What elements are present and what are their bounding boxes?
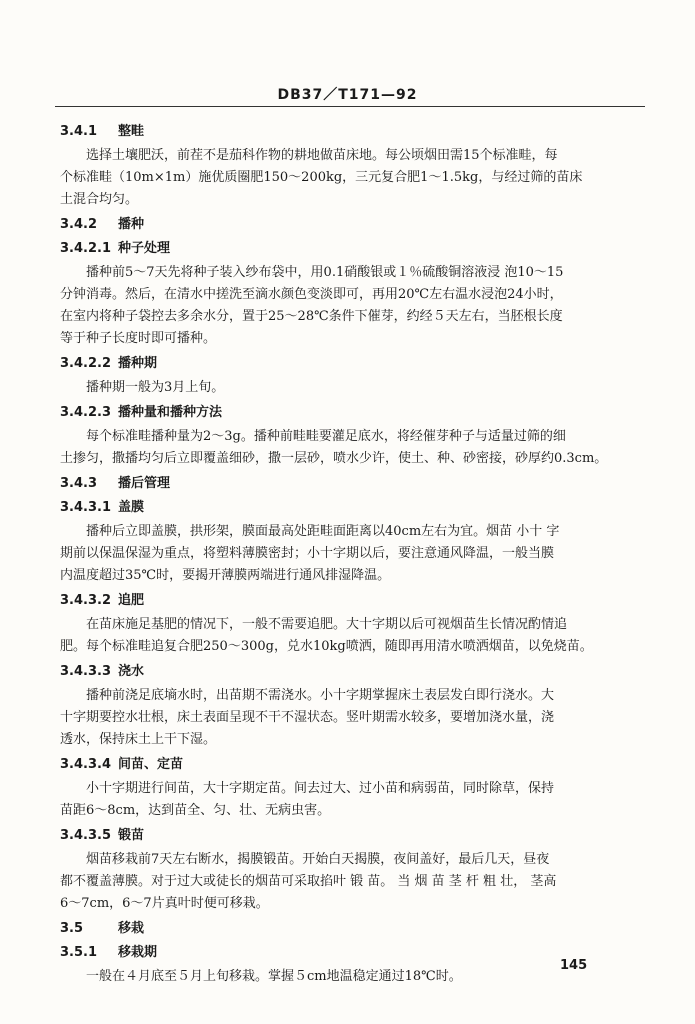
paragraph-line: 6～7cm，6～7片真叶时便可移栽。 [60, 896, 269, 911]
section-heading [60, 354, 620, 374]
paragraph-line: 透水，保持床土上干下湿。 [60, 732, 217, 747]
paragraph-line: 每个标准畦播种量为2～3g。播种前畦畦要灌足底水，将经催芽种子与适量过筛的细 [86, 429, 566, 444]
paragraph-line: 土掺匀，撒播均匀后立即覆盖细砂，撒一层砂，喷水少许，使土、种、砂密接，砂厚约0.3cm。 [60, 451, 608, 466]
section-heading [60, 122, 620, 142]
paragraph [60, 377, 620, 399]
paragraph-line: 播种前5～7天先将种子装入纱布袋中，用0.1硝酸银或１％硫酸铜溶液浸 泡10～15 [86, 265, 564, 280]
section-heading [60, 755, 620, 775]
section-number: 3.4.3.4 [60, 757, 111, 772]
section-title: 追肥 [118, 593, 145, 608]
section-title: 播种 [118, 217, 145, 232]
paragraph-line: 播种后立即盖膜，拱形架，膜面最高处距畦面距离以40cm左右为宜。烟苗 小十 字 [86, 524, 560, 539]
paragraph-line: 土混合均匀。 [60, 192, 139, 207]
section-heading [60, 215, 620, 235]
section-title: 整畦 [118, 124, 145, 139]
section-heading [60, 943, 620, 963]
section-title: 播种期 [118, 356, 158, 371]
section-number: 3.4.2.1 [60, 241, 111, 256]
paragraph [60, 262, 620, 350]
paragraph-line: 小十字期进行间苗，大十字期定苗。间去过大、过小苗和病弱苗，同时除草，保持 [86, 781, 555, 796]
paragraph [60, 614, 620, 658]
section-heading [60, 591, 620, 611]
section-number: 3.4.2.2 [60, 356, 111, 371]
paragraph-line: 等于种子长度时即可播种。 [60, 331, 217, 346]
section-number: 3.4.3.2 [60, 593, 111, 608]
paragraph-line: 个标准畦（10m×1m）施优质圈肥150～200kg，三元复合肥1～1.5kg，与经过筛的苗床 [60, 170, 583, 185]
section-title: 间苗、定苗 [118, 757, 184, 772]
section-number: 3.4.3.1 [60, 500, 111, 515]
paragraph [60, 145, 620, 211]
paragraph [60, 426, 620, 470]
section-heading [60, 662, 620, 682]
header-rule [55, 106, 645, 107]
section-heading [60, 826, 620, 846]
paragraph-line: 烟苗移栽前7天左右断水，揭膜锻苗。开始白天揭膜，夜间盖好，最后几天，昼夜 [86, 852, 550, 867]
section-number: 3.4.1 [60, 124, 98, 139]
paragraph [60, 966, 620, 988]
section-heading [60, 474, 620, 494]
paragraph [60, 521, 620, 587]
section-number: 3.4.2.3 [60, 405, 111, 420]
section-title: 播种量和播种方法 [118, 405, 223, 420]
section-number: 3.4.2 [60, 217, 98, 232]
paragraph-line: 肥。每个标准畦追复合肥250～300g，兑水10kg喷洒，随即再用清水喷洒烟苗，以免烧苗。 [60, 639, 593, 654]
page-number: 145 [560, 958, 588, 973]
section-heading [60, 498, 620, 518]
section-number: 3.5.1 [60, 945, 98, 960]
paragraph [60, 778, 620, 822]
paragraph-line: 在室内将种子袋控去多余水分，置于25～28℃条件下催芽，约经５天左右，当胚根长度 [60, 309, 563, 324]
paragraph-line: 一般在４月底至５月上旬移栽。掌握５cm地温稳定通过18℃时。 [86, 969, 462, 984]
section-number: 3.4.3.5 [60, 828, 111, 843]
section-heading [60, 919, 620, 939]
section-heading [60, 239, 620, 259]
paragraph-line: 选择土壤肥沃，前茬不是茄科作物的耕地做苗床地。每公顷烟田需15个标准畦，每 [86, 148, 558, 163]
paragraph-line: 在苗床施足基肥的情况下，一般不需要追肥。大十字期以后可视烟苗生长情况酌情追 [86, 617, 568, 632]
section-heading [60, 403, 620, 423]
paragraph-line: 分钟消毒。然后，在清水中搓洗至滴水颜色变淡即可，再用20℃左右温水浸泡24小时， [60, 287, 563, 302]
section-number: 3.5 [60, 921, 84, 936]
paragraph-line: 期前以保温保湿为重点，将塑料薄膜密封；小十字期以后，要注意通风降温，一般当膜 [60, 546, 555, 561]
section-number: 3.4.3.3 [60, 664, 111, 679]
paragraph-line: 播种前浇足底墒水时，出苗期不需浇水。小十字期掌握床土表层发白即行浇水。大 [86, 688, 555, 703]
section-title: 移栽期 [118, 945, 158, 960]
document-body [60, 118, 620, 990]
section-title: 播后管理 [118, 476, 171, 491]
section-title: 浇水 [118, 664, 145, 679]
paragraph [60, 685, 620, 751]
paragraph-line: 播种期一般为3月上旬。 [86, 380, 225, 395]
section-title: 种子处理 [118, 241, 171, 256]
section-title: 锻苗 [118, 828, 145, 843]
section-number: 3.4.3 [60, 476, 98, 491]
section-title: 盖膜 [118, 500, 145, 515]
section-title: 移栽 [118, 921, 145, 936]
paragraph [60, 849, 620, 915]
paragraph-line: 十字期要控水壮根，床土表面呈现不干不湿状态。竖叶期需水较多，要增加浇水量，浇 [60, 710, 555, 725]
paragraph-line: 内温度超过35℃时，要揭开薄膜两端进行通风排湿降温。 [60, 568, 391, 583]
paragraph-line: 苗距6～8cm，达到苗全、匀、壮、无病虫害。 [60, 803, 331, 818]
paragraph-line: 都不覆盖薄膜。对于过大或徒长的烟苗可采取掐叶 锻 苗。 当 烟 苗 茎 杆 粗 壮， 茎高 [60, 874, 557, 889]
standard-code-header: DB37／T171—92 [277, 87, 418, 103]
